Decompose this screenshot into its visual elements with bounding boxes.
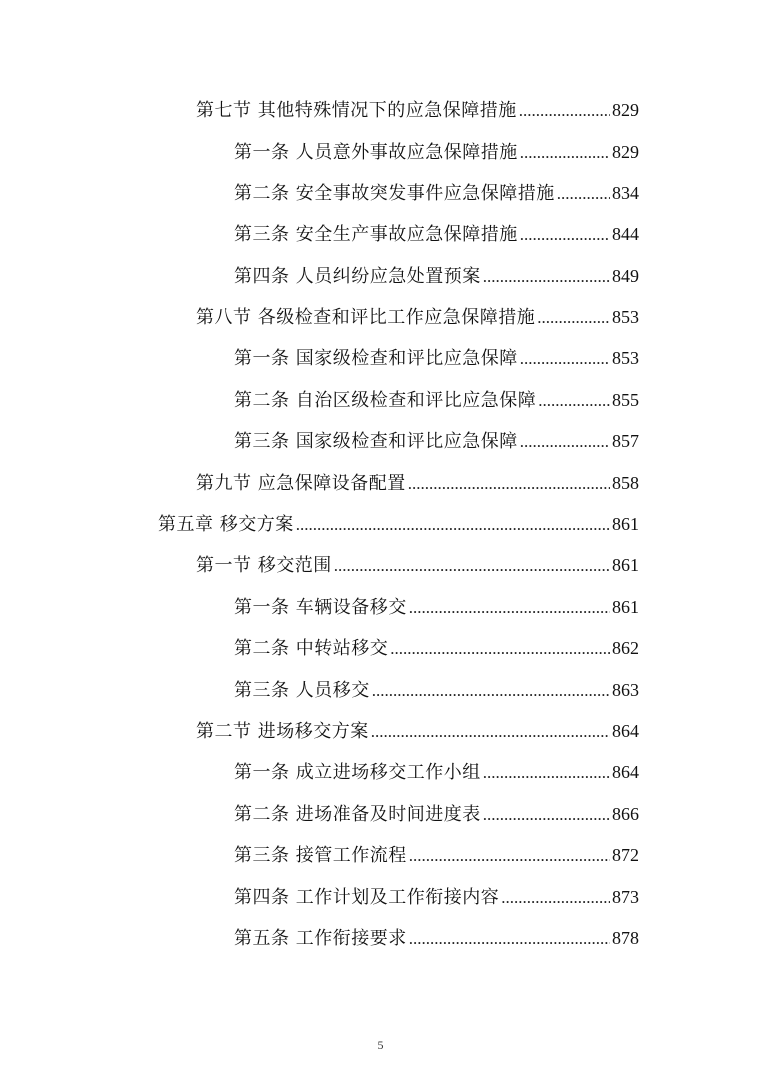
toc-entry-title: 第二条 中转站移交 [234, 638, 389, 659]
toc-entry-page: 864 [612, 762, 639, 782]
toc-entry-page: 849 [612, 266, 639, 286]
toc-entry-title: 第四条 工作计划及工作衔接内容 [234, 887, 500, 908]
toc-entry-title: 第九节 应急保障设备配置 [196, 473, 406, 494]
toc-entry-title: 第三条 国家级检查和评比应急保障 [234, 431, 518, 452]
toc-entry-page: 844 [612, 224, 639, 244]
toc-entry-article[interactable] [234, 924, 639, 952]
toc-entry-page: 858 [612, 473, 639, 493]
toc-leader-dots [296, 511, 610, 539]
toc-entry-title: 第三条 接管工作流程 [234, 845, 407, 866]
toc-leader-dots [390, 635, 610, 663]
toc-entry-page: 873 [612, 887, 639, 907]
toc-entry-page: 863 [612, 680, 639, 700]
toc-entry-title: 第一条 国家级检查和评比应急保障 [234, 348, 518, 369]
toc-entry-page: 853 [612, 348, 639, 368]
toc-entry-article[interactable] [234, 262, 639, 290]
toc-entry-article[interactable] [234, 676, 639, 704]
toc-entry-chapter[interactable] [158, 510, 639, 538]
toc-entry-title: 第二条 进场准备及时间进度表 [234, 804, 481, 825]
toc-leader-dots [483, 801, 610, 829]
toc-entry-page: 878 [612, 928, 639, 948]
toc-entry-article[interactable] [234, 179, 639, 207]
toc-entry-article[interactable] [234, 344, 639, 372]
toc-entry-title: 第三条 人员移交 [234, 680, 370, 701]
toc-leader-dots [483, 263, 610, 291]
toc-leader-dots [520, 345, 610, 373]
toc-entry-article[interactable] [234, 386, 639, 414]
toc-entry-title: 第二节 进场移交方案 [196, 721, 369, 742]
toc-entry-title: 第一条 车辆设备移交 [234, 597, 407, 618]
toc-entry-page: 864 [612, 721, 639, 741]
toc-entry-title: 第七节 其他特殊情况下的应急保障措施 [196, 100, 517, 121]
toc-entry-page: 866 [612, 804, 639, 824]
toc-entry-title: 第三条 安全生产事故应急保障措施 [234, 224, 518, 245]
toc-leader-dots [409, 594, 610, 622]
toc-leader-dots [537, 304, 610, 332]
toc-entry-article[interactable] [234, 427, 639, 455]
toc-entry-page: 872 [612, 845, 639, 865]
toc-leader-dots [538, 387, 610, 415]
toc-entry-page: 861 [612, 555, 639, 575]
toc-entry-title: 第一条 人员意外事故应急保障措施 [234, 142, 518, 163]
toc-entry-title: 第四条 人员纠纷应急处置预案 [234, 266, 481, 287]
toc-leader-dots [483, 759, 610, 787]
toc-leader-dots [409, 925, 610, 953]
toc-entry-article[interactable] [234, 220, 639, 248]
toc-entry-title: 第二条 安全事故突发事件应急保障措施 [234, 183, 555, 204]
toc-entry-article[interactable] [234, 800, 639, 828]
toc-entry-section[interactable] [196, 469, 639, 497]
toc-entry-section[interactable] [196, 96, 639, 124]
page-number: 5 [377, 1038, 384, 1052]
toc-leader-dots [409, 842, 610, 870]
toc-leader-dots [519, 97, 610, 125]
toc-entry-title: 第一节 移交范围 [196, 555, 332, 576]
toc-leader-dots [557, 180, 610, 208]
toc-entry-page: 861 [612, 514, 639, 534]
toc-entry-page: 862 [612, 638, 639, 658]
toc-entry-title: 第五条 工作衔接要求 [234, 928, 407, 949]
toc-entry-section[interactable] [196, 717, 639, 745]
toc-entry-page: 829 [612, 142, 639, 162]
toc-entry-page: 855 [612, 390, 639, 410]
toc-entry-page: 829 [612, 100, 639, 120]
toc-leader-dots [501, 884, 610, 912]
toc-leader-dots [520, 221, 610, 249]
toc-entry-title: 第二条 自治区级检查和评比应急保障 [234, 390, 537, 411]
toc-leader-dots [408, 470, 610, 498]
toc-entry-page: 834 [612, 183, 639, 203]
toc-leader-dots [372, 677, 610, 705]
toc-entry-article[interactable] [234, 883, 639, 911]
toc-entry-page: 861 [612, 597, 639, 617]
toc-leader-dots [334, 552, 610, 580]
toc-leader-dots [520, 428, 610, 456]
toc-entry-article[interactable] [234, 758, 639, 786]
toc-entry-section[interactable] [196, 303, 639, 331]
toc-entry-article[interactable] [234, 634, 639, 662]
toc-entry-article[interactable] [234, 138, 639, 166]
toc-entry-page: 853 [612, 307, 639, 327]
toc-entry-title: 第五章 移交方案 [158, 514, 294, 535]
toc-entry-page: 857 [612, 431, 639, 451]
toc-entry-article[interactable] [234, 841, 639, 869]
toc-leader-dots [371, 718, 610, 746]
toc-entry-article[interactable] [234, 593, 639, 621]
toc-leader-dots [520, 139, 610, 167]
toc-entry-title: 第一条 成立进场移交工作小组 [234, 762, 481, 783]
toc-entry-section[interactable] [196, 551, 639, 579]
toc-entry-title: 第八节 各级检查和评比工作应急保障措施 [196, 307, 536, 328]
